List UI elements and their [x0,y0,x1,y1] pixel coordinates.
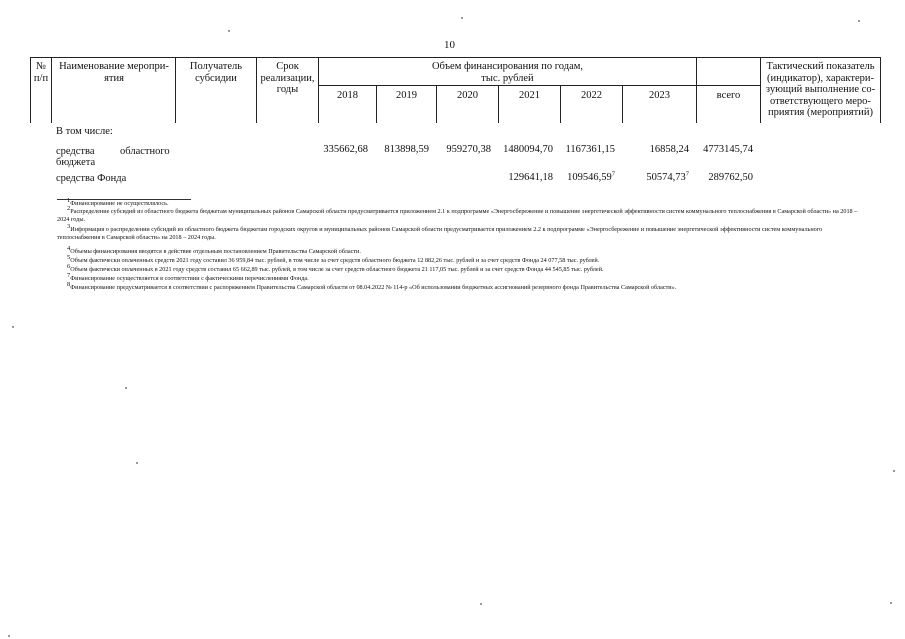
regional-label-word2: областного [120,146,170,157]
page-number: 10 [444,39,455,51]
footnote-5: $^5$Объем фактически оплаченных средств 2021 году составил 36 959,84 тыс. рублей, в том числе за счет средств областного бюджета 12 882,26 тыс. рублей и за счет средств Фонда 24 077,58 тыс. рублей. [67,253,600,264]
header-year-2020: 2020 [457,90,478,101]
header-indicator: Тактический показатель (индикатор), характери- зующий выполнение со- ответствующего меро- приятия (мероприятий) [765,61,876,118]
header-term: Срок реализации, годы [260,61,315,95]
scan-speckle [8,635,10,637]
scan-speckle [461,17,463,19]
header-num: № п/п [33,61,49,84]
fund-total: 289762,50 [708,172,753,183]
footnote-6: $^6$Объем фактически оплаченных в 2021 году средств составил 65 662,89 тыс. рублей, в том числе за счет средств областного бюджета 21 117,05 тыс. рублей и за счет средств Фонда 44 545,85 тыс. рублей. [67,262,604,273]
footnote-4: $^4$Объемы финансирования вводятся в действие отдельным постановлением Правительства Самарской области. [67,244,361,255]
fund-2022: 109546,59$^7$ [567,170,615,183]
regional-2019: 813898,59 [384,144,429,155]
header-year-2022: 2022 [581,90,602,101]
header-year-2018: 2018 [337,90,358,101]
scan-speckle [136,462,138,464]
regional-2022: 1167361,15 [565,144,615,155]
header-name: Наименование меропри- ятия [59,61,169,84]
scan-speckle [893,470,895,472]
scan-speckle [12,326,14,328]
header-financing: Объем финансирования по годам, тыс. рублей [431,61,584,84]
footnote-8: $^8$Финансирование предусматривается в соответствии с распоряжением Правительства Самарской области от 08.04.2022 № 114-р «Об использовании бюджетных ассигнований резервного фонда Правительства Самарской области». [67,280,677,291]
scan-speckle [890,602,892,604]
footnote-3: $^3$Информация о распределении субсидий из областного бюджета бюджетам городских округов и муниципальных районов Самарской области предусматривается приложением 2.2 к подпрограмме «Энергосбережение и повышение энергетической эффективности систем коммунального теплоснабжения в Самарской области» на 2018 – 2024 годы. [57,222,823,241]
scan-speckle [125,387,127,389]
table-top-border [30,57,880,58]
fund-label: средства Фонда [56,173,127,184]
scan-speckle [858,20,860,22]
fund-2023: 50574,73$^7$ [646,170,689,183]
years-header-line [318,85,760,86]
regional-label-line2: бюджета [56,157,96,168]
fund-2021: 129641,18 [508,172,553,183]
col-border [51,57,52,123]
regional-total: 4773145,74 [703,144,753,155]
regional-2020: 959270,38 [446,144,491,155]
footnote-2: $^2$Распределение субсидий из областного бюджета бюджетам муниципальных районов Самарской области предусматривается приложением 2.1 к подпрограмме «Энергосбережение и повышение энергетической эффективности систем коммунального теплоснабжения в Самарской области» на 2018 – 2024 годы. [57,204,858,223]
footnote-7: $^7$Финансирование осуществляется в соответствии с фактическими перечислениями Фонда. [67,271,309,282]
header-year-2021: 2021 [519,90,540,101]
header-recipient: Получатель субсидии [189,61,243,84]
scan-speckle [228,30,230,32]
regional-label-line1: средства [56,146,95,157]
header-year-2023: 2023 [649,90,670,101]
including-label: В том числе: [56,126,113,137]
regional-2018: 335662,68 [323,144,368,155]
header-year-2019: 2019 [396,90,417,101]
scan-speckle [480,603,482,605]
header-total: всего [716,90,741,101]
regional-2023: 16858,24 [649,144,689,155]
financing-table [0,0,905,130]
footnote-1: $^1$Финансирование не осуществлялось. [67,196,169,207]
col-border [880,57,881,123]
regional-2021: 1480094,70 [503,144,553,155]
